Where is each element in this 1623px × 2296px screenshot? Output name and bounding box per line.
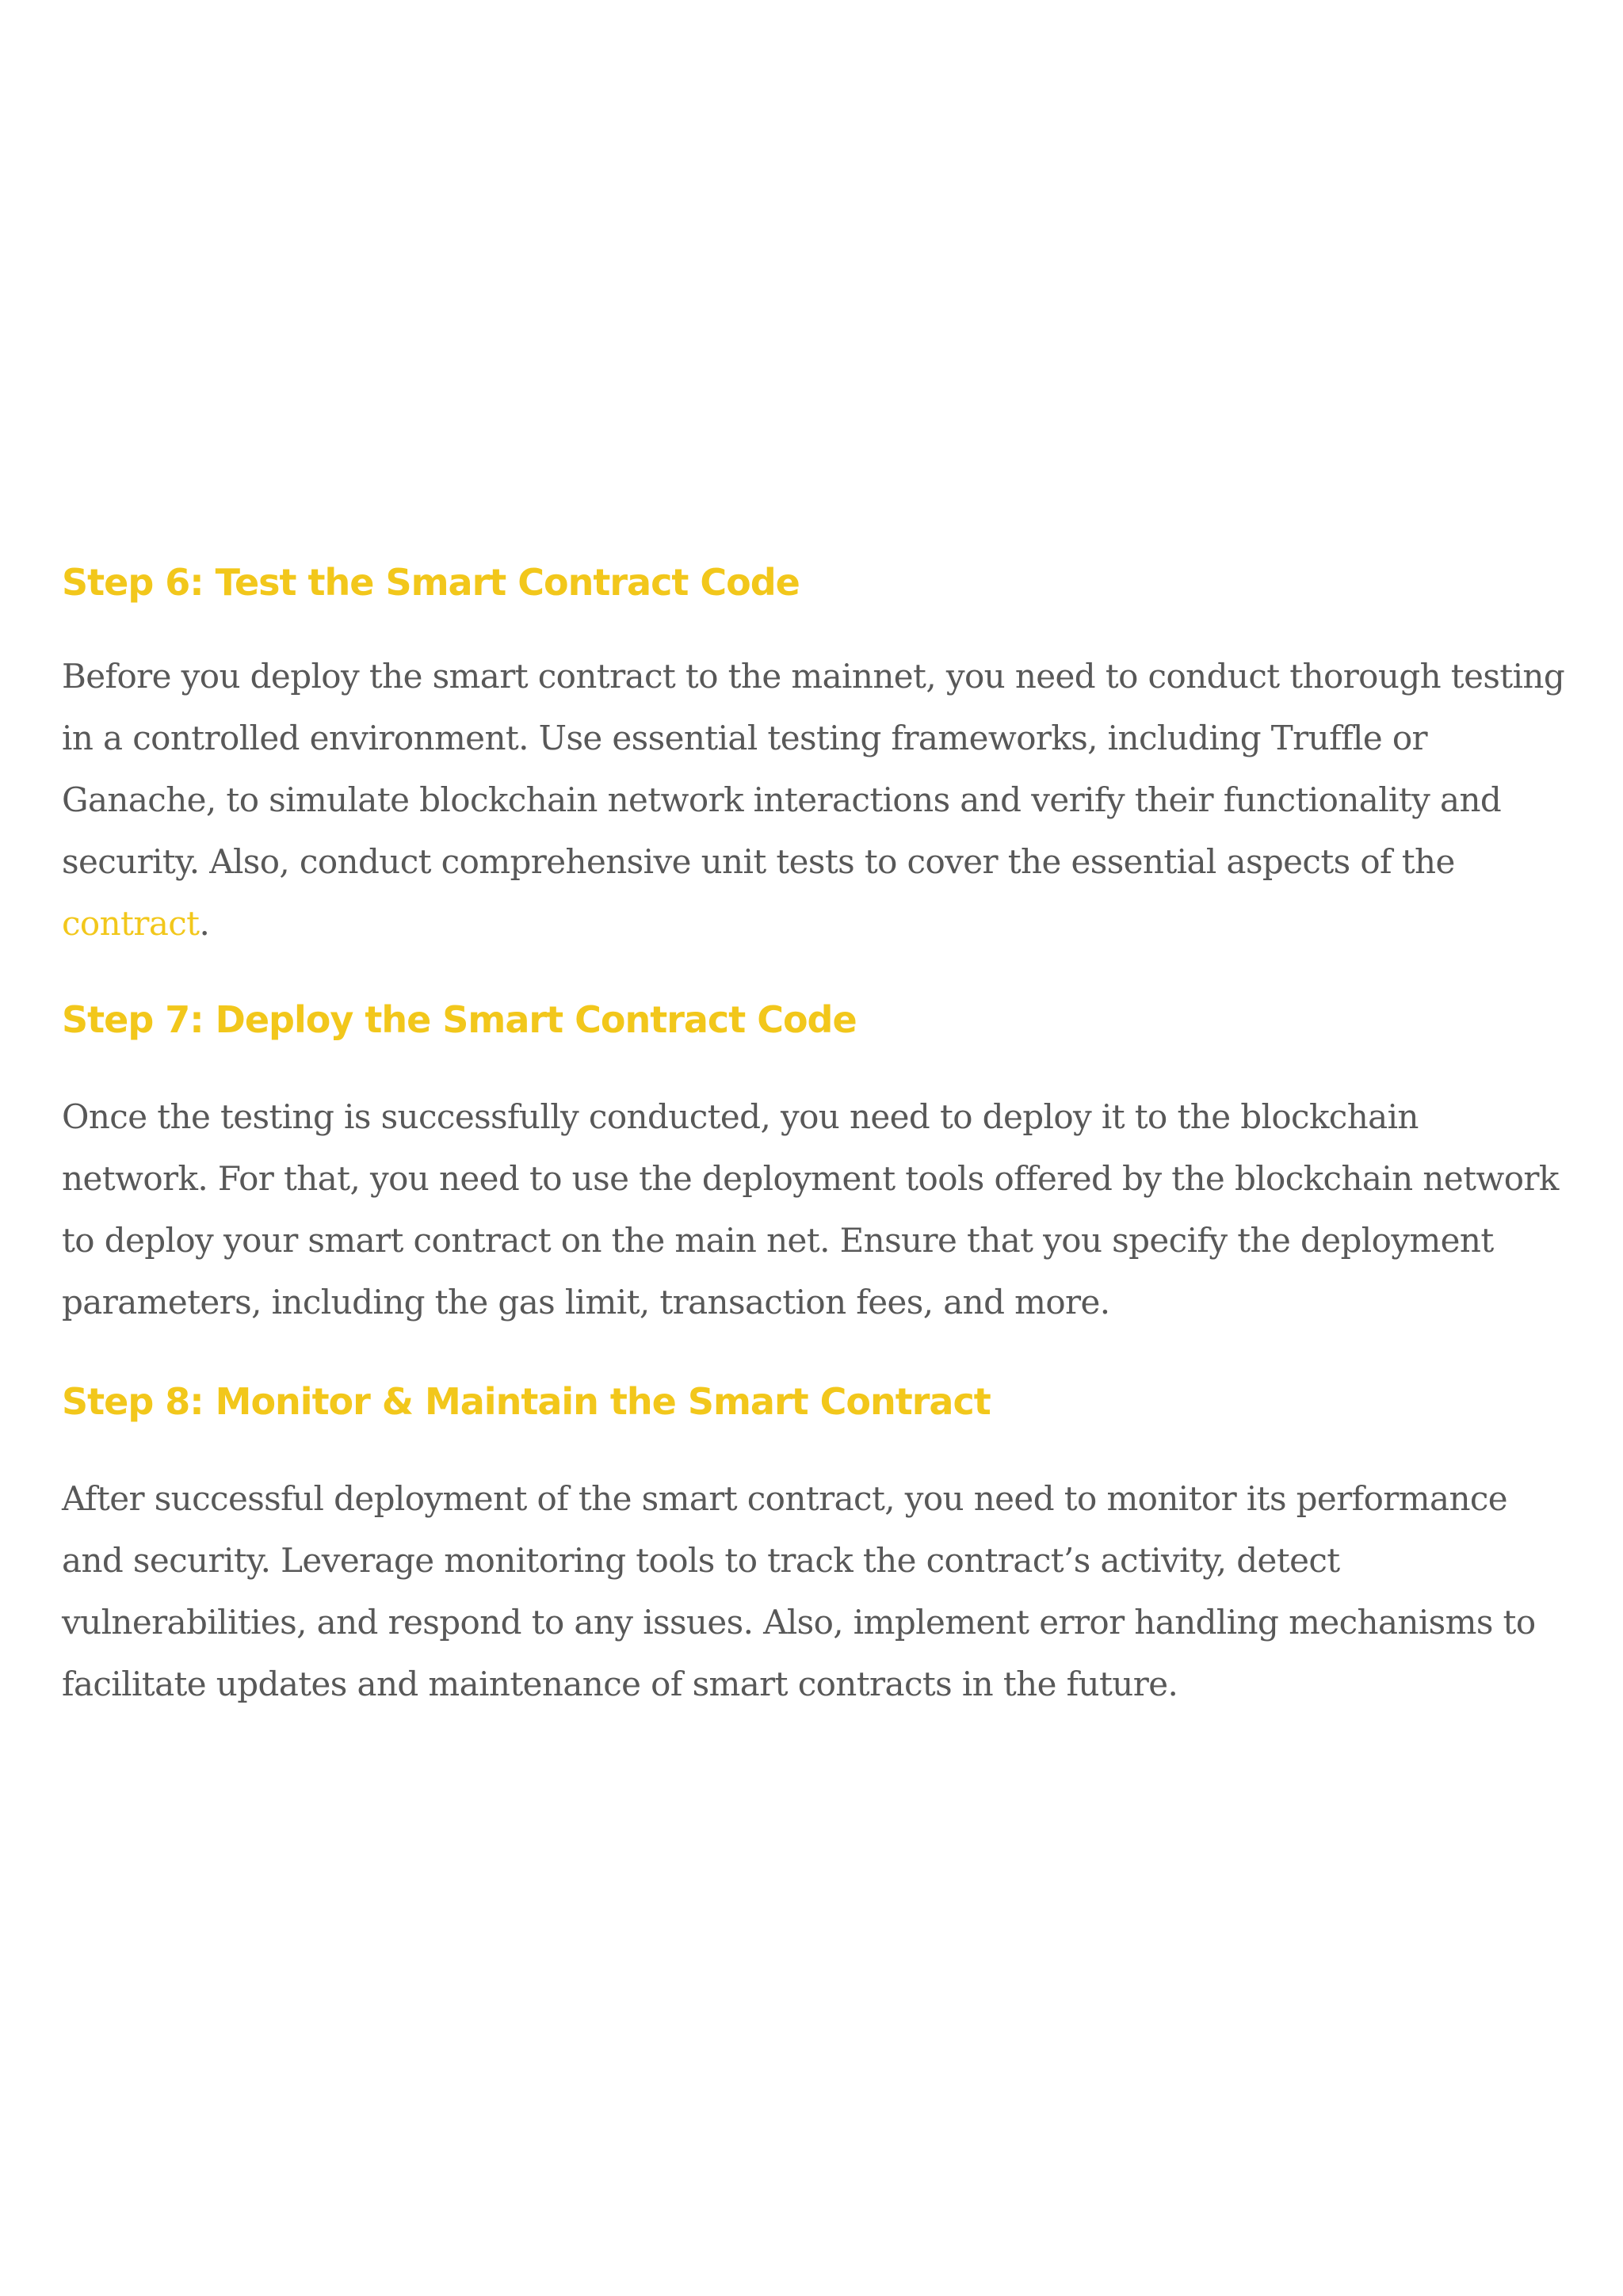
step-6-text: Before you deploy the smart contract to the mainnet, you need to conduct thorough testing in a controlled environment. Use essential testing frameworks, including Truffle or Ganache, to simulate blockchain network interactions and verify their functionality and security. Also, conduct comprehensive unit tests to cover the essential aspects of the [62,657,1565,881]
step-7-heading: Step 7: Deploy the Smart Contract Code [62,998,857,1041]
step-6-heading: Step 6: Test the Smart Contract Code [62,561,800,604]
step-8-section [62,1378,1568,1715]
step-6-paragraph [62,646,1568,955]
contract-link[interactable]: contract [62,904,200,943]
article-content [62,559,1568,1715]
step-6-text-end: . [199,904,210,943]
step-7-paragraph: Once the testing is successfully conducted, you need to deploy it to the blockchain network. For that, you need to use the deployment tools offered by the blockchain network to deploy your smart contract on the main net. Ensure that you specify the deployment parameters, including the gas limit, transaction fees, and more. [62,1097,1559,1322]
step-6-section [62,559,1568,955]
step-8-paragraph: After successful deployment of the smart contract, you need to monitor its performance and security. Leverage monitoring tools to track the contract’s activity, detect vulnerabilities, and respond to any issues. Also, implement error handling mechanisms to facilitate updates and maintenance of smart contracts in the future. [62,1479,1536,1703]
step-7-section [62,996,1568,1333]
step-8-heading: Step 8: Monitor & Maintain the Smart Contract [62,1380,991,1423]
